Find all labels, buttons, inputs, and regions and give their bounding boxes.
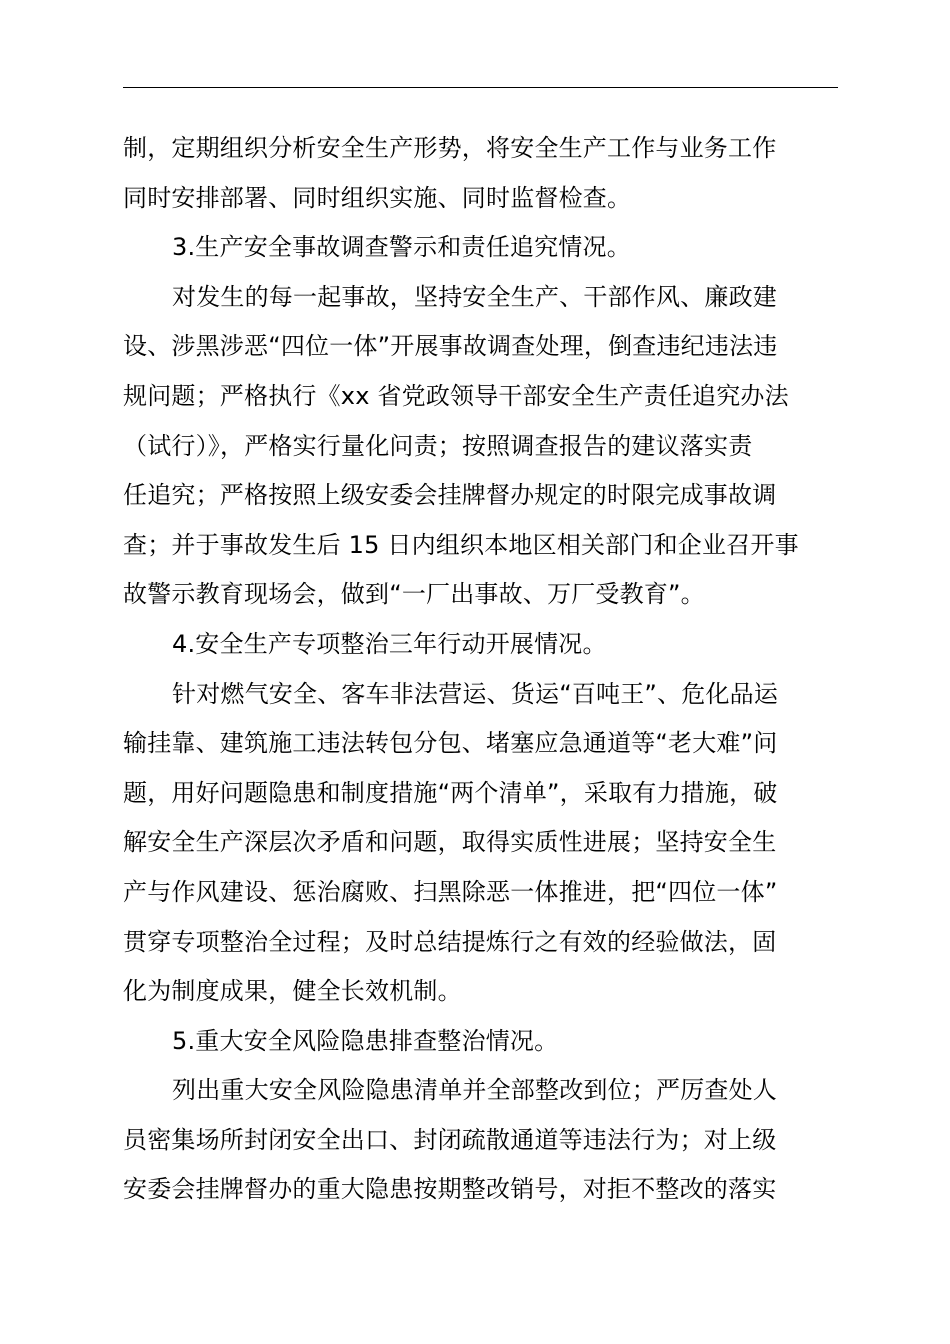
text-line: 任追究；严格按照上级安委会挂牌督办规定的时限完成事故调 [123, 481, 777, 510]
text-line: 针对燃气安全、客车非法营运、货运“百吨王”、危化品运 [172, 679, 779, 708]
text-line: 化为制度成果，健全长效机制。 [123, 977, 462, 1006]
text-line: 规问题；严格执行《xx 省党政领导干部安全生产责任追究办法 [123, 381, 789, 410]
text-line: 员密集场所封闭安全出口、封闭疏散通道等违法行为；对上级 [123, 1125, 777, 1154]
text-line: 安委会挂牌督办的重大隐患按期整改销号，对拒不整改的落实 [123, 1175, 777, 1204]
document-body [123, 124, 843, 1215]
text-line: 设、涉黑涉恶“四位一体”开展事故调查处理，倒查违纪违法违 [123, 332, 778, 361]
text-line: 贯穿专项整治全过程；及时总结提炼行之有效的经验做法，固 [123, 927, 777, 956]
section-heading-5: 5.重大安全风险隐患排查整治情况。 [172, 1026, 559, 1055]
section-heading-4: 4.安全生产专项整治三年行动开展情况。 [172, 629, 607, 658]
text-line: 解安全生产深层次矛盾和问题，取得实质性进展；坚持安全生 [123, 828, 777, 857]
text-line: 对发生的每一起事故，坚持安全生产、干部作风、廉政建 [172, 282, 777, 311]
text-line: 故警示教育现场会，做到“一厂出事故、万厂受教育”。 [123, 580, 705, 609]
text-line: 产与作风建设、惩治腐败、扫黑除恶一体推进，把“四位一体” [123, 877, 778, 906]
text-line: 查；并于事故发生后 15 日内组织本地区相关部门和企业召开事 [123, 530, 799, 559]
text-line: （试行）》，严格实行量化问责；按照调查报告的建议落实责 [123, 431, 753, 460]
header-rule [123, 87, 838, 88]
text-line: 输挂靠、建筑施工违法转包分包、堵塞应急通道等“老大难”问 [123, 729, 778, 758]
text-line: 同时安排部署、同时组织实施、同时监督检查。 [123, 183, 632, 212]
text-line: 列出重大安全风险隐患清单并全部整改到位；严厉查处人 [172, 1076, 777, 1105]
text-line: 制，定期组织分析安全生产形势，将安全生产工作与业务工作 [123, 134, 777, 162]
text-line: 题，用好问题隐患和制度措施“两个清单”，采取有力措施，破 [123, 778, 778, 807]
section-heading-3: 3.生产安全事故调查警示和责任追究情况。 [172, 233, 631, 262]
